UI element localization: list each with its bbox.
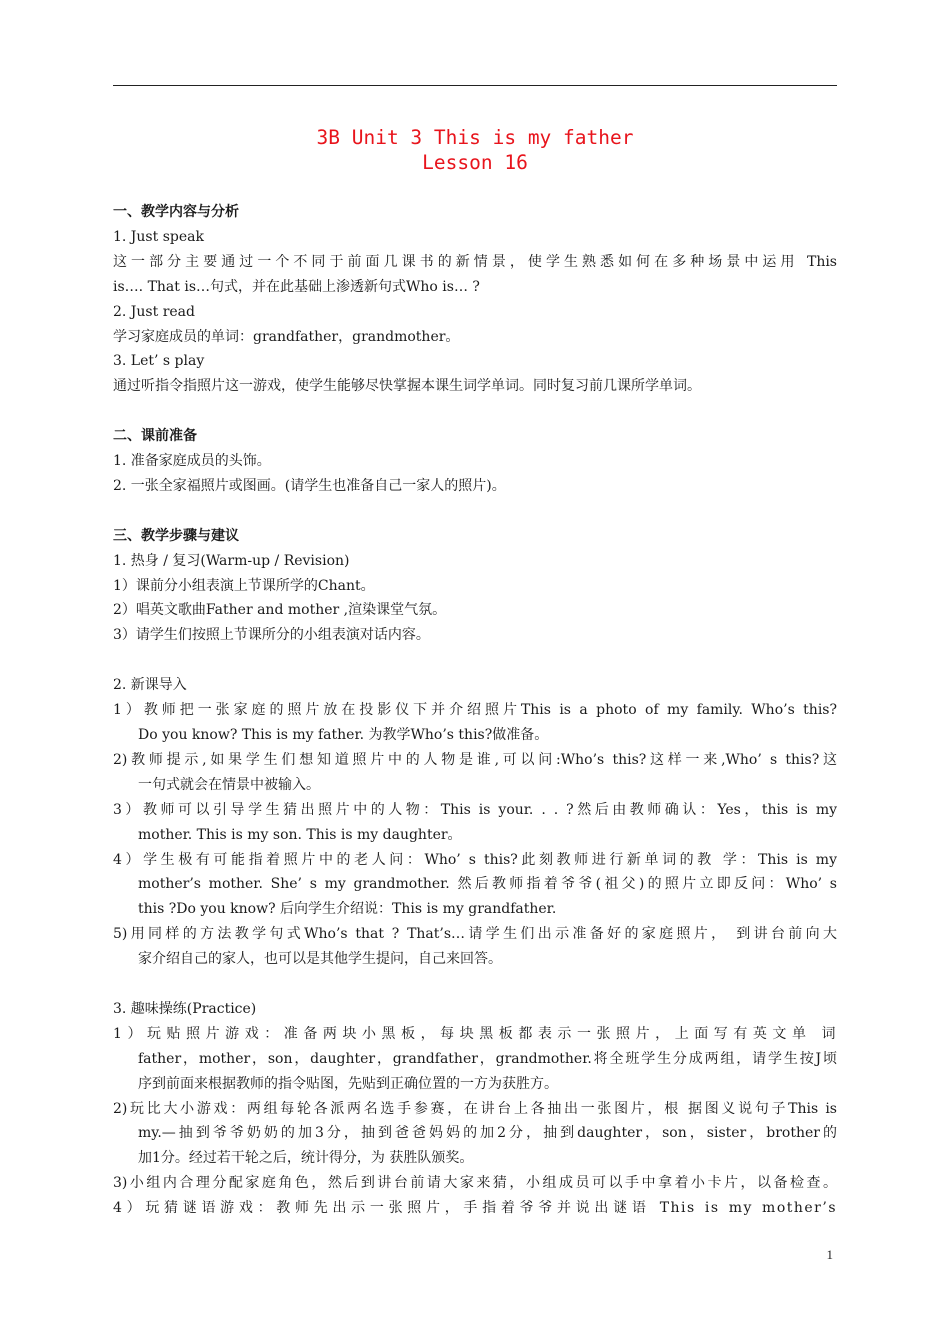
section-heading: 三、教学步骤与建议 xyxy=(113,527,239,544)
text-line: 3）教师可以引导学生猜出照片中的人物：This is your. . . ?然后由教师确认：Yes，this is my xyxy=(113,801,837,818)
section-heading: 二、课前准备 xyxy=(113,428,197,445)
text-line: mother. This is my son. This is my daughter。 xyxy=(138,826,462,843)
text-line: 3)小组内合理分配家庭角色，然后到讲台前请大家来猜，小组成员可以手中拿着小卡片，以备检查。 xyxy=(113,1175,837,1192)
text-line: 5)用同样的方法教学句式Who’s that ? That’s…请学生们出示准备好的家庭照片， 到讲台前向大 xyxy=(113,926,837,943)
text-line: 3. Let’ s play xyxy=(113,353,205,370)
text-line: 2. 一张全家福照片或图画。(请学生也准备自己一家人的照片)。 xyxy=(113,477,506,494)
blank-line xyxy=(113,399,837,424)
text-line: this ?Do you know? 后向学生介绍说：This is my grandfather. xyxy=(138,901,557,918)
text-line: 2)教师提示,如果学生们想知道照片中的人物是谁,可以问:Who’s this?这样一来,Who’ s this?这 xyxy=(113,751,837,768)
text-line: 1. 热身 / 复习(Warm-up / Revision) xyxy=(113,552,350,569)
text-line: 2）唱英文歌曲Father and mother ,渲染课堂气氛。 xyxy=(113,602,447,619)
text-line: 2)玩比大小游戏：两组每轮各派两名选手参赛，在讲台上各抽出一张图片，根 据图义说句子This is xyxy=(113,1100,837,1117)
text-line: 3. 趣味操练(Practice) xyxy=(113,1000,257,1017)
text-line: 加1分。经过若干轮之后，统计得分，为 获胜队颁奖。 xyxy=(138,1150,474,1167)
text-line: my.—抽到爷爷奶奶的加3分，抽到爸爸妈妈的加2分，抽到daughter，son，sister，brother的 xyxy=(138,1125,837,1142)
text-line: 学习家庭成员的单词：grandfather，grandmother。 xyxy=(113,328,460,345)
section-heading: 一、教学内容与分析 xyxy=(113,204,239,220)
document-body xyxy=(113,200,837,1221)
text-line: 序到前面来根据教师的指令贴图，先贴到正确位置的一方为获胜方。 xyxy=(138,1075,558,1092)
page-number: 1 xyxy=(826,1247,833,1262)
text-line: 通过听指令指照片这一游戏，使学生能够尽快掌握本课生词学单词。同时复习前几课所学单词。 xyxy=(113,378,701,395)
text-line: is…. That is…句式，并在此基础上渗透新句式Who is… ? xyxy=(113,278,480,295)
text-line: 1. Just speak xyxy=(113,228,204,245)
text-line: Do you know? This is my father. 为教学Who’s this?做准备。 xyxy=(138,726,549,743)
text-line: 1）玩贴照片游戏：准备两块小黑板，每块黑板都表示一张照片，上面写有英文单 词 xyxy=(113,1025,837,1042)
text-line: 1）教师把一张家庭的照片放在投影仪下并介绍照片This is a photo of my family. Who’s this? xyxy=(113,702,837,719)
text-line: 2. 新课导入 xyxy=(113,677,187,694)
blank-line xyxy=(113,648,837,673)
text-line: 1）课前分小组表演上节课所学的Chant。 xyxy=(113,577,375,594)
text-line: 1. 准备家庭成员的头饰。 xyxy=(113,453,271,470)
text-line: mother’s mother. She’ s my grandmother. 然后教师指着爷爷(祖父)的照片立即反问：Who’ s xyxy=(138,876,837,893)
document-title: 3B Unit 3 This is my father xyxy=(316,126,634,149)
blank-line xyxy=(113,499,837,524)
text-line: 4）玩猜谜语游戏：教师先出示一张照片，手指着爷爷并说出谜语 This is my mother’s xyxy=(113,1200,837,1217)
text-line: 这一部分主要通过一个不同于前面几课书的新情景，使学生熟悉如何在多种场景中运用 This xyxy=(113,253,837,270)
document-subtitle: Lesson 16 xyxy=(422,151,528,174)
text-line: 家介绍自己的家人，也可以是其他学生提问，自己来回答。 xyxy=(138,951,502,968)
blank-line xyxy=(113,972,837,997)
text-line: 4）学生极有可能指着照片中的老人问：Who’ s this?此刻教师进行新单词的教 学：This is my xyxy=(113,851,837,868)
text-line: 一句式就会在情景中被输入。 xyxy=(138,776,320,793)
text-line: 2. Just read xyxy=(113,303,195,320)
header-rule xyxy=(113,85,837,86)
text-line: father，mother，son，daughter，grandfather，grandmother.将全班学生分成两组，请学生按J顷 xyxy=(138,1050,837,1067)
text-line: 3）请学生们按照上节课所分的小组表演对话内容。 xyxy=(113,627,430,644)
